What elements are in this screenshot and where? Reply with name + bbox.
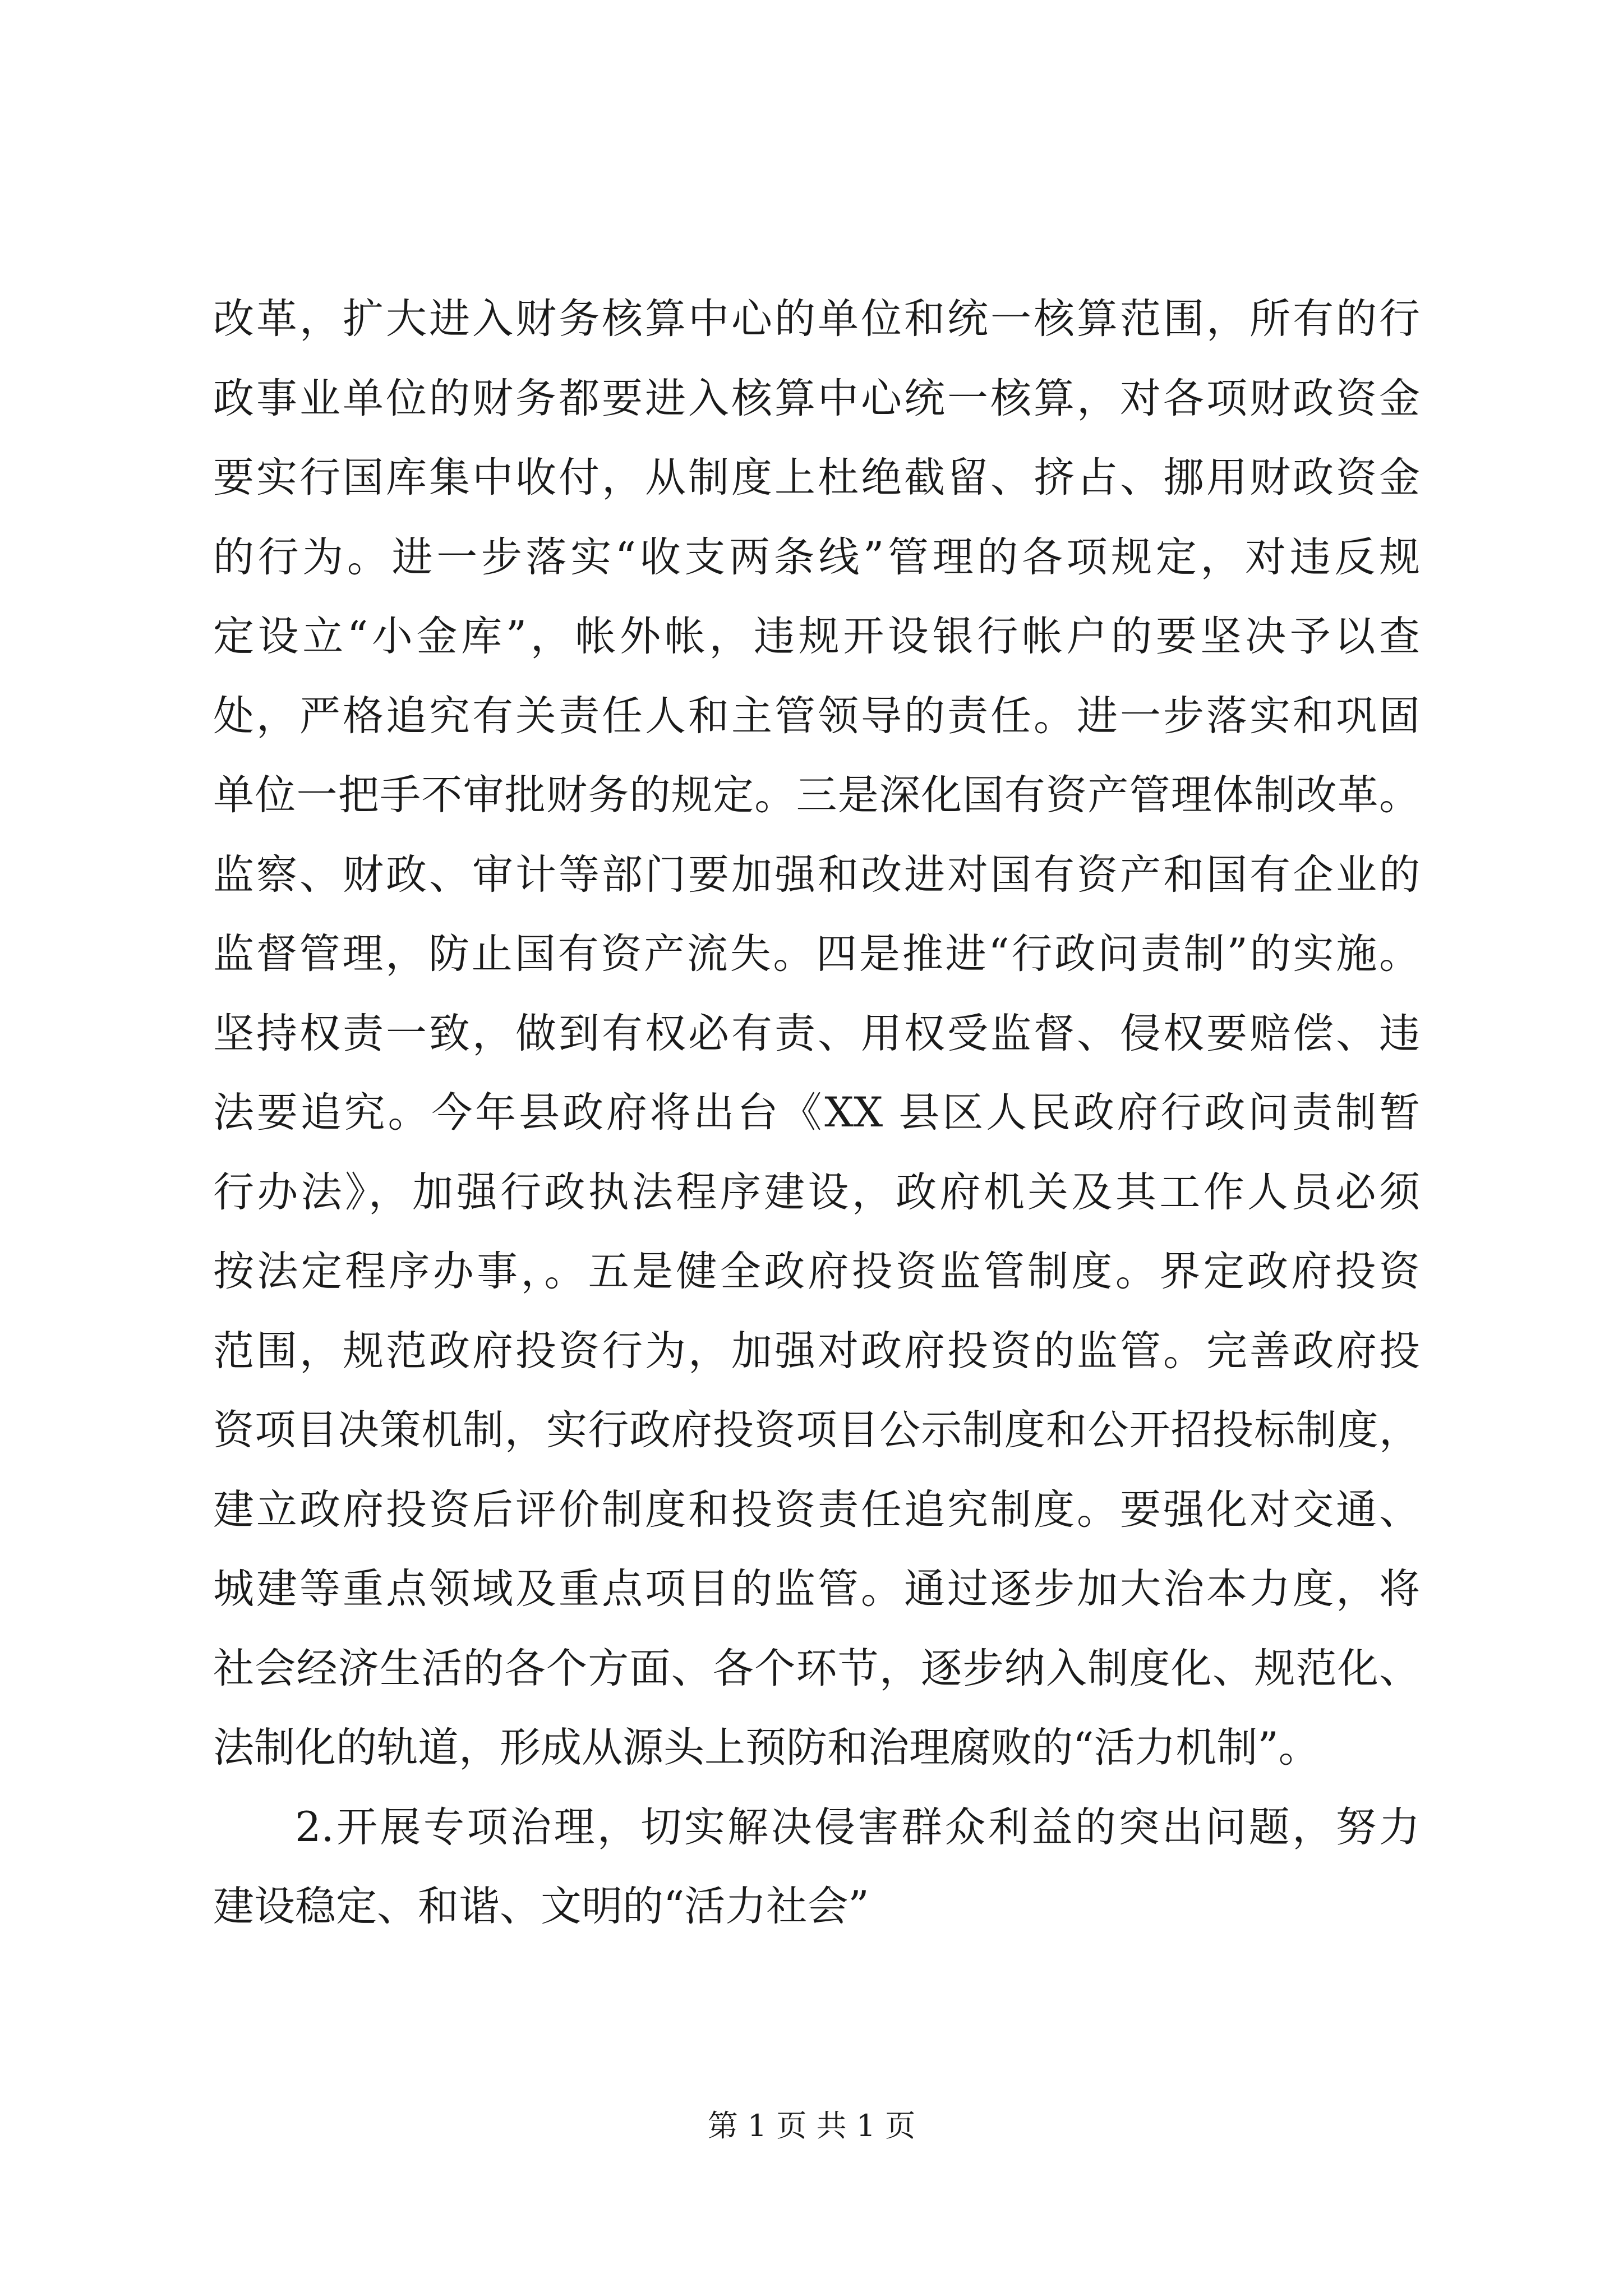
text-line-10: 坚持权责一致，做到有权必有责、用权受监督、侵权要赔偿、违 (213, 1009, 1420, 1057)
text-line-13: 按法定程序办事，。五是健全政府投资监管制度。界定政府投资 (213, 1248, 1420, 1295)
text-line-16: 建立政府投资后评价制度和投资责任追究制度。要强化对交通、 (213, 1485, 1420, 1534)
text-line-14: 范围，规范政府投资行为，加强对政府投资的监管。完善政府投 (213, 1327, 1420, 1375)
text-line-12: 行办法》，加强行政执法程序建设，政府机关及其工作人员必须 (213, 1168, 1420, 1216)
text-line-9: 监督管理，防止国有资产流失。四是推进“行政问责制”的实施。 (213, 930, 1420, 978)
text-line-20: 2.开展专项治理，切实解决侵害群众利益的突出问题，努力 (295, 1803, 1420, 1851)
page-footer: 第 1 页 共 1 页 (707, 2108, 916, 2143)
text-line-18: 社会经济生活的各个方面、各个环节，逐步纳入制度化、规范化、 (213, 1644, 1420, 1692)
text-line-21: 建设稳定、和谐、文明的“活力社会” (213, 1883, 869, 1930)
text-line-6: 处，严格追究有关责任人和主管领导的责任。进一步落实和巩固 (213, 692, 1420, 740)
text-line-8: 监察、财政、审计等部门要加强和改进对国有资产和国有企业的 (213, 850, 1420, 899)
text-line-15: 资项目决策机制，实行政府投资项目公示制度和公开招投标制度， (213, 1406, 1420, 1454)
text-line-1: 改革，扩大进入财务核算中心的单位和统一核算范围，所有的行 (213, 295, 1420, 343)
text-line-2: 政事业单位的财务都要进入核算中心统一核算，对各项财政资金 (213, 374, 1420, 422)
text-line-5: 定设立“小金库”，帐外帐，违规开设银行帐户的要坚决予以查 (213, 613, 1420, 660)
body-text (213, 279, 1420, 1947)
text-line-11: 法要追究。今年县政府将出台《XX 县区人民政府行政问责制暂 (213, 1089, 1420, 1137)
text-line-3: 要实行国库集中收付，从制度上杜绝截留、挤占、挪用财政资金 (213, 454, 1420, 501)
text-line-7: 单位一把手不审批财务的规定。三是深化国有资产管理体制改革。 (213, 771, 1420, 819)
text-line-19: 法制化的轨道，形成从源头上预防和治理腐败的“活力机制”。 (213, 1724, 1320, 1772)
text-line-4: 的行为。进一步落实“收支两条线”管理的各项规定，对违反规 (213, 533, 1420, 581)
text-line-17: 城建等重点领域及重点项目的监管。通过逐步加大治本力度，将 (213, 1565, 1420, 1613)
